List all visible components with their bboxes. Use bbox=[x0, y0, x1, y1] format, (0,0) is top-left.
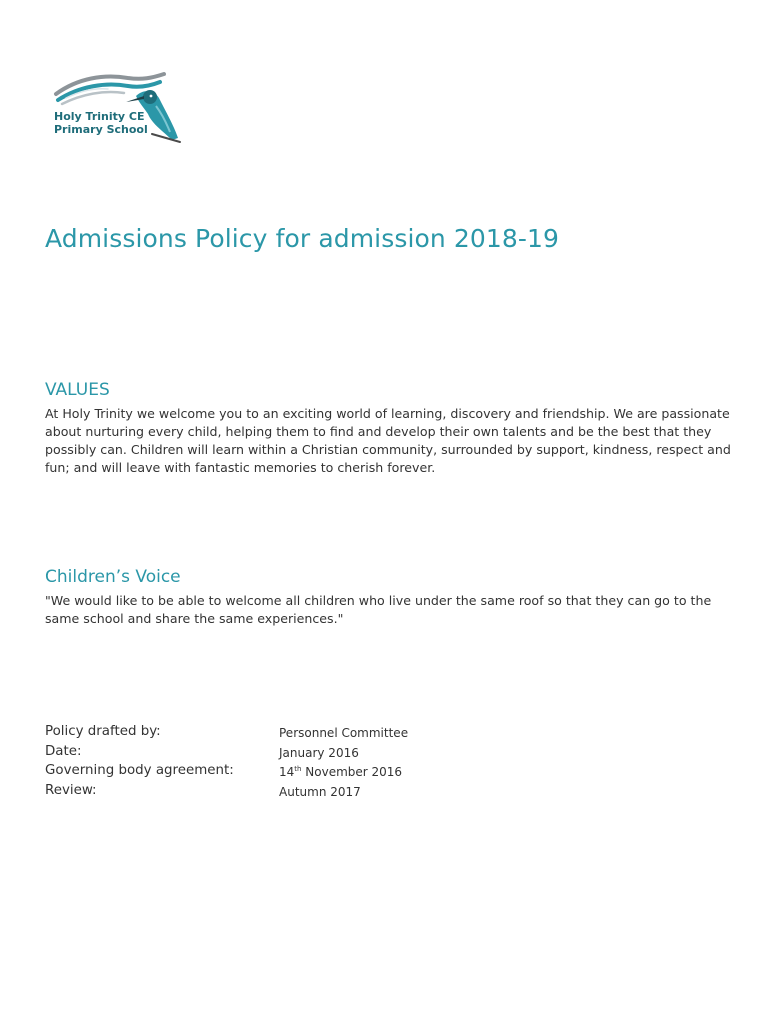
date-label: Date: bbox=[45, 743, 82, 759]
childrens-voice-quote: "We would like to be able to welcome all children who live under the same roof so that they can go to the same school and share the same experiences." bbox=[45, 593, 712, 626]
agreement-value bbox=[279, 765, 402, 779]
school-logo bbox=[52, 68, 184, 144]
info-row-agreement bbox=[45, 763, 485, 783]
info-row-drafted-by bbox=[45, 724, 485, 744]
document-title: Admissions Policy for admission 2018-19 bbox=[45, 224, 560, 253]
date-value: January 2016 bbox=[279, 745, 359, 760]
agreement-day: 14 bbox=[279, 765, 295, 779]
info-row-review bbox=[45, 783, 485, 803]
policy-info-table bbox=[45, 724, 485, 802]
review-value: Autumn 2017 bbox=[279, 784, 361, 799]
school-name-line2: Primary School bbox=[54, 123, 148, 136]
agreement-ordinal: th bbox=[294, 765, 302, 773]
drafted-by-value: Personnel Committee bbox=[279, 726, 409, 740]
agreement-label: Governing body agreement: bbox=[45, 763, 234, 778]
childrens-voice-heading: Children’s Voice bbox=[45, 567, 181, 587]
school-name bbox=[54, 110, 148, 136]
drafted-by-label: Policy drafted by: bbox=[45, 724, 161, 739]
review-label: Review: bbox=[45, 782, 97, 798]
values-paragraph: At Holy Trinity we welcome you to an exciting world of learning, discovery and friendship. We are passionate about nurturing every child, helping them to find and develop their own talents and be the best that they possibly can. Children will learn within a Christian community, surrounded by support, kindness, respect and fun; and will leave with fantastic memories to cherish forever. bbox=[45, 406, 731, 475]
info-row-date bbox=[45, 744, 485, 764]
agreement-month-year: November 2016 bbox=[301, 765, 403, 779]
school-name-line1: Holy Trinity CE bbox=[54, 110, 145, 123]
values-heading: VALUES bbox=[45, 380, 110, 400]
